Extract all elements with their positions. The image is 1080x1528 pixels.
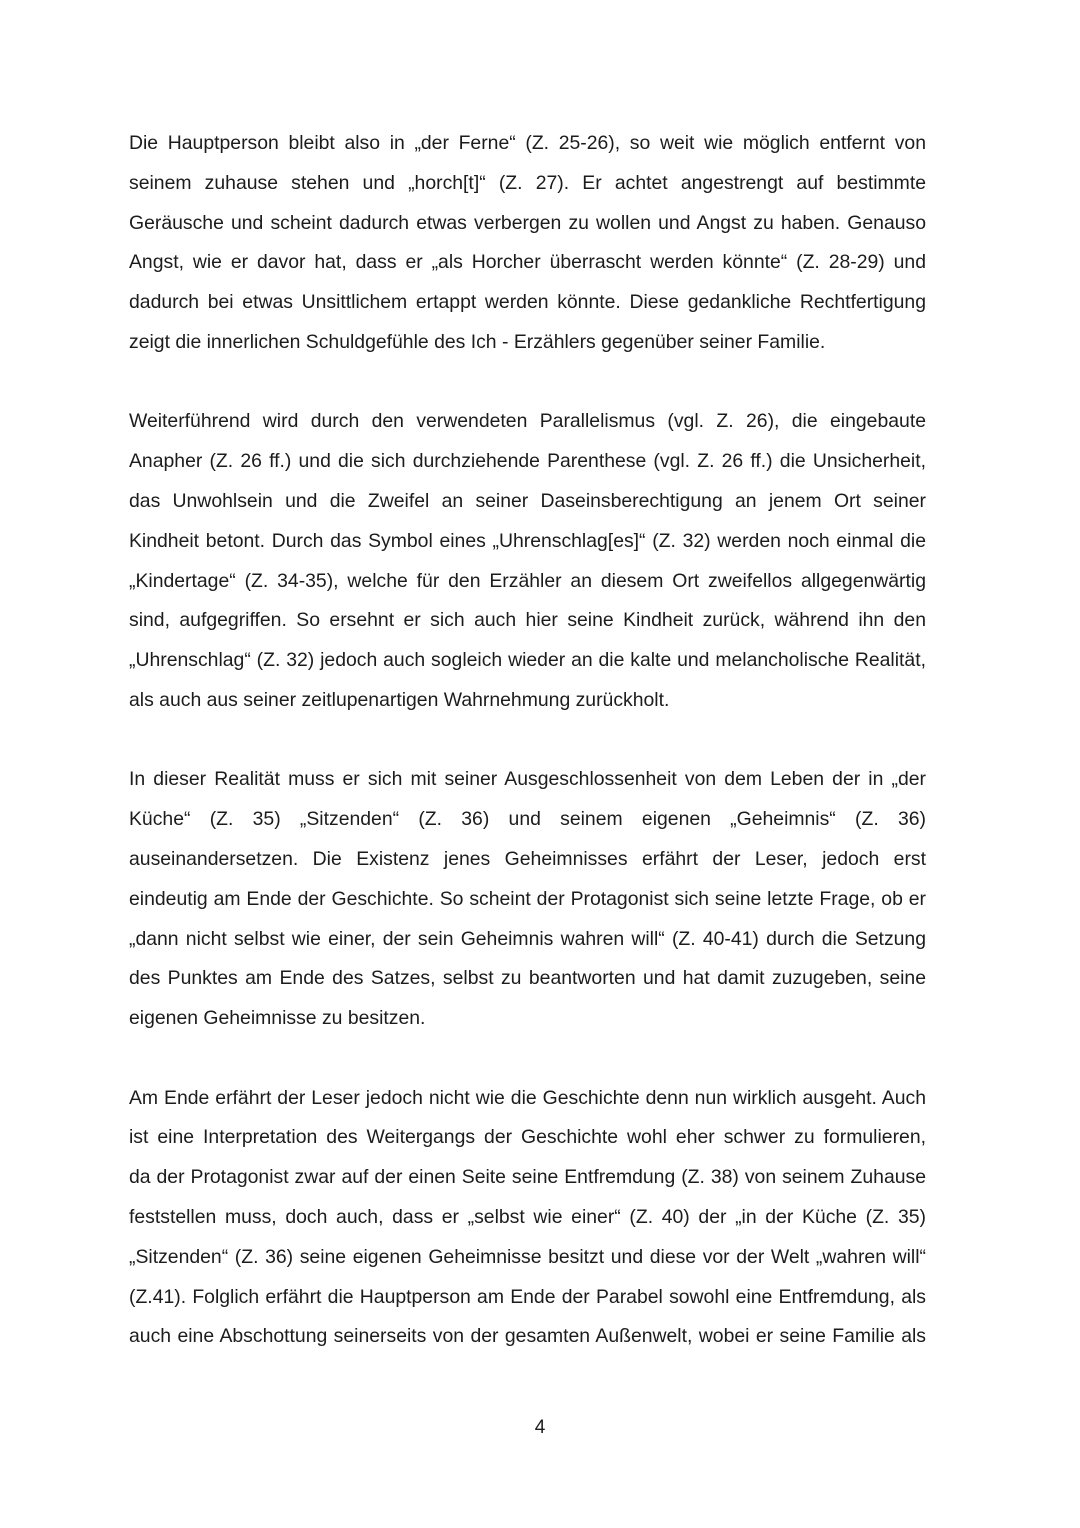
text-line: zeigt die innerlichen Schuldgefühle des Ich - Erzählers gegenüber seiner Familie. xyxy=(129,330,826,353)
text-line: „dann nicht selbst wie einer, der sein Geheimnis wahren will“ (Z. 40-41) durch die Setzung xyxy=(129,927,926,950)
text-line: Weiterführend wird durch den verwendeten Parallelismus (vgl. Z. 26), die eingebaute xyxy=(129,410,926,433)
text-line: Kindheit betont. Durch das Symbol eines „Uhrenschlag[es]“ (Z. 32) werden noch einmal die xyxy=(129,529,926,552)
text-line: Anapher (Z. 26 ff.) und die sich durchziehende Parenthese (vgl. Z. 26 ff.) die Unsicherheit, xyxy=(129,450,926,473)
paragraph-4 xyxy=(129,1079,926,1358)
text-line: auch eine Abschottung seinerseits von der gesamten Außenwelt, wobei er seine Familie als xyxy=(129,1325,926,1348)
text-line: auseinandersetzen. Die Existenz jenes Geheimnisses erfährt der Leser, jedoch erst xyxy=(129,847,926,870)
text-line: „Uhrenschlag“ (Z. 32) jedoch auch sogleich wieder an die kalte und melancholische Realität, xyxy=(129,649,926,672)
document-body xyxy=(129,124,926,1397)
text-line: „Kindertage“ (Z. 34-35), welche für den Erzähler an diesem Ort zweifellos allgegenwärtig xyxy=(129,569,926,592)
text-line: „Sitzenden“ (Z. 36) seine eigenen Geheimnisse besitzt und diese vor der Welt „wahren will“ xyxy=(129,1245,926,1268)
text-line: des Punktes am Ende des Satzes, selbst zu beantworten und hat damit zuzugeben, seine xyxy=(129,967,926,990)
text-line: seinem zuhause stehen und „horch[t]“ (Z. 27). Er achtet angestrengt auf bestimmte xyxy=(129,171,926,194)
text-line: Küche“ (Z. 35) „Sitzenden“ (Z. 36) und seinem eigenen „Geheimnis“ (Z. 36) xyxy=(129,808,926,831)
text-line: sind, aufgegriffen. So ersehnt er sich auch hier seine Kindheit zurück, während ihn den xyxy=(129,609,926,632)
text-line: Geräusche und scheint dadurch etwas verbergen zu wollen und Angst zu haben. Genauso xyxy=(129,211,926,234)
text-line: In dieser Realität muss er sich mit seiner Ausgeschlossenheit von dem Leben der in „der xyxy=(129,768,926,791)
text-line: da der Protagonist zwar auf der einen Seite seine Entfremdung (Z. 38) von seinem Zuhause xyxy=(129,1166,926,1189)
text-line: als auch aus seiner zeitlupenartigen Wahrnehmung zurückholt. xyxy=(129,688,670,711)
text-line: das Unwohlsein und die Zweifel an seiner Daseinsberechtigung an jenem Ort seiner xyxy=(129,489,926,512)
text-line: feststellen muss, doch auch, dass er „selbst wie einer“ (Z. 40) der „in der Küche (Z. 35) xyxy=(129,1205,926,1228)
text-line: dadurch bei etwas Unsittlichem ertappt werden könnte. Diese gedankliche Rechtfertigung xyxy=(129,291,926,314)
paragraph-3 xyxy=(129,760,926,1039)
text-line: ist eine Interpretation des Weitergangs der Geschichte wohl eher schwer zu formulieren, xyxy=(129,1126,926,1149)
page-number: 4 xyxy=(534,1417,546,1438)
paragraph-1 xyxy=(129,124,926,363)
text-line: Die Hauptperson bleibt also in „der Ferne“ (Z. 25-26), so weit wie möglich entfernt von xyxy=(129,132,926,154)
text-line: Angst, wie er davor hat, dass er „als Horcher überrascht werden könnte“ (Z. 28-29) und xyxy=(129,251,926,274)
text-line: eigenen Geheimnisse zu besitzen. xyxy=(129,1007,426,1030)
text-line: Am Ende erfährt der Leser jedoch nicht wie die Geschichte denn nun wirklich ausgeht. Auch xyxy=(129,1086,926,1109)
paragraph-2 xyxy=(129,402,926,720)
text-line: eindeutig am Ende der Geschichte. So scheint der Protagonist sich seine letzte Frage, ob er xyxy=(129,887,926,910)
text-line: (Z.41). Folglich erfährt die Hauptperson am Ende der Parabel sowohl eine Entfremdung, als xyxy=(129,1285,926,1308)
